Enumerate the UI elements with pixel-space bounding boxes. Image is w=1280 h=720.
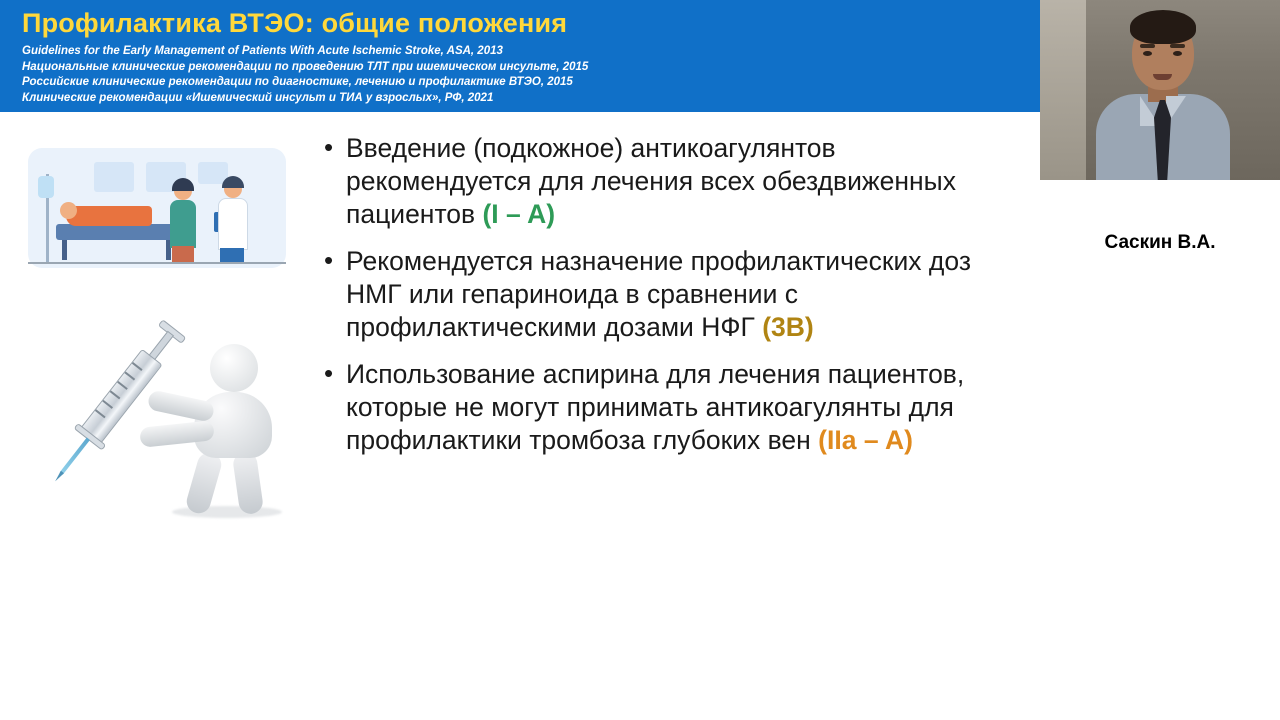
list-item — [322, 132, 994, 231]
bullet-text: Рекомендуется назначение профилактических доз НМГ или гепариноида в сравнении с профилактическими дозами НФГ — [346, 246, 971, 342]
bullet-list — [322, 132, 994, 471]
evidence-grade-badge: (I – A) — [482, 199, 556, 229]
bullet-text: Введение (подкожное) антикоагулянтов рекомендуется для лечения всех обездвиженных пациентов — [346, 133, 956, 229]
presenter-name: Саскин В.А. — [1104, 232, 1216, 253]
figure-arm-left — [147, 389, 216, 422]
source-reference-line: Клинические рекомендации «Ишемический инсульт и ТИА у взрослых», РФ, 2021 — [22, 91, 494, 104]
evidence-grade-badge: (IIa – A) — [818, 425, 913, 455]
hospital-bed — [56, 224, 176, 240]
source-references — [22, 44, 1026, 106]
presenter-eye-left — [1143, 51, 1152, 56]
nurse-legs — [172, 246, 194, 262]
list-item — [322, 358, 994, 457]
presenter-panel — [1040, 0, 1280, 720]
bed-leg — [62, 240, 67, 260]
presenter-video[interactable] — [1040, 0, 1280, 180]
syringe-figure-illustration — [22, 300, 292, 532]
nurse-body — [170, 200, 196, 248]
window-shape — [94, 162, 134, 192]
list-item — [322, 245, 994, 344]
video-wall-panel — [1040, 0, 1086, 180]
source-reference-line: Национальные клинические рекомендации по проведению ТЛТ при ишемическом инсульте, 2015 — [22, 60, 589, 73]
presenter-eyebrow-right — [1170, 44, 1185, 48]
source-reference-line: Российские клинические рекомендации по диагностике, лечению и профилактике ВТЭО, 2015 — [22, 76, 573, 88]
presenter-eyebrow-left — [1140, 44, 1155, 48]
figure-head — [210, 344, 258, 392]
bullet-text: Использование аспирина для лечения пациентов, которые не могут принимать антикоагулянты для профилактики тромбоза глубоких вен — [346, 359, 965, 455]
syringe-needle-tip — [54, 471, 65, 483]
doctor-legs — [220, 248, 244, 262]
floor-line — [28, 262, 286, 264]
slide-header — [0, 0, 1040, 112]
doctor-body — [218, 198, 248, 250]
iv-bag — [38, 176, 54, 198]
presenter-hair — [1130, 10, 1196, 44]
evidence-grade-badge: (3В) — [762, 312, 814, 342]
page-title: Профилактика ВТЭО: общие положения — [22, 8, 568, 38]
hospital-bed-scene-illustration — [22, 140, 292, 290]
patient-body — [66, 206, 152, 226]
presenter-mouth — [1153, 74, 1172, 80]
patient-head — [60, 202, 77, 219]
source-reference-line: Guidelines for the Early Management of Patients With Acute Ischemic Stroke, ASA, 2013 — [22, 45, 503, 57]
presenter-eye-right — [1173, 51, 1182, 56]
syringe-needle — [60, 438, 90, 475]
